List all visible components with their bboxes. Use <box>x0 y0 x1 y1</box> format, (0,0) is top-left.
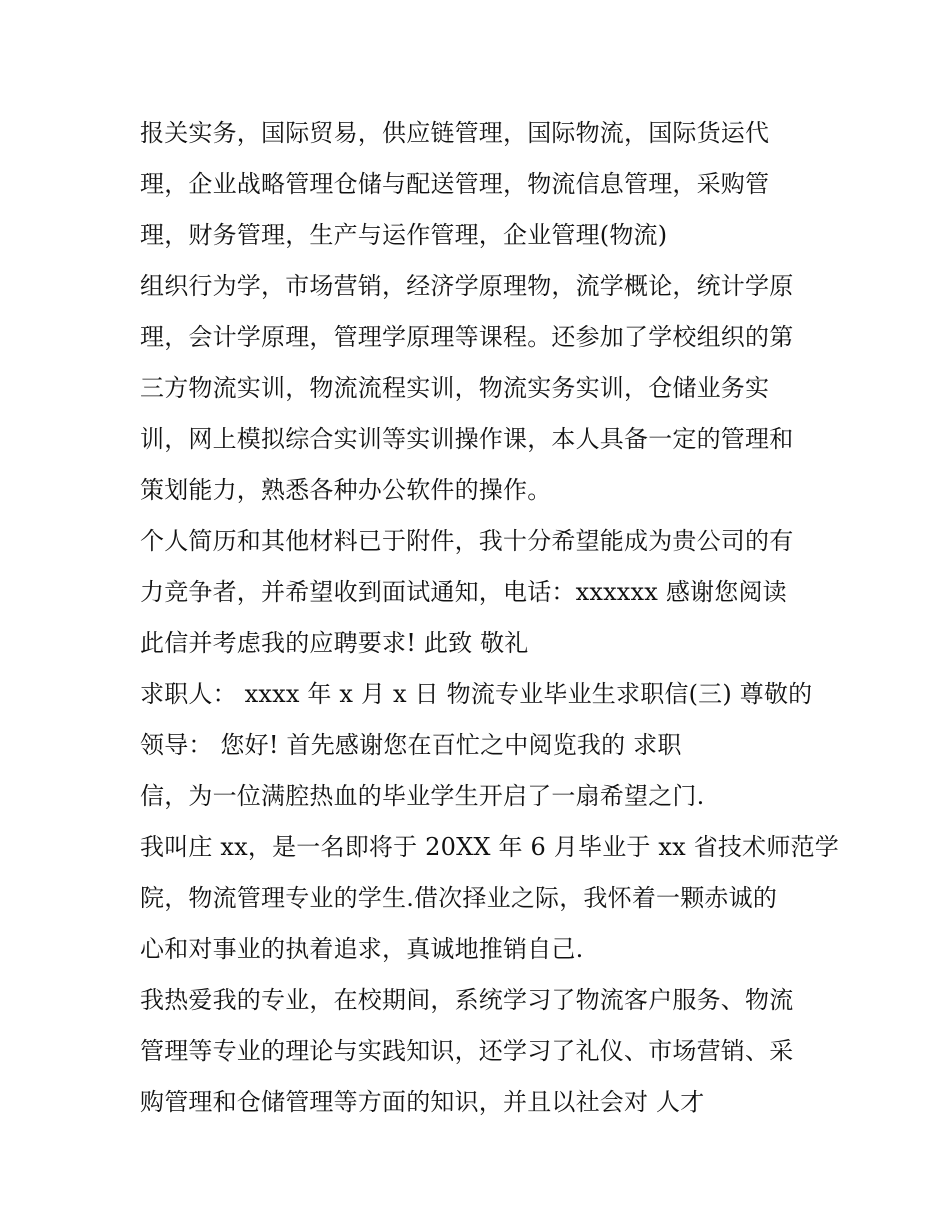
text-line: 理，企业战略管理仓储与配送管理，物流信息管理，采购管 <box>140 170 770 198</box>
text-line: 个人简历和其他材料已于附件，我十分希望能成为贵公司的有 <box>140 527 794 555</box>
text-line: 训，网上模拟综合实训等实训操作课，本人具备一定的管理和 <box>140 425 794 453</box>
document-body <box>140 108 839 1128</box>
text-line: 策划能力，熟悉各种办公软件的操作。 <box>140 476 552 504</box>
text-line: 我热爱我的专业，在校期间，系统学习了物流客户服务、物流 <box>140 986 794 1014</box>
text-line: 领导： 您好! 首先感谢您在百忙之中阅览我的 求职 <box>140 731 682 759</box>
text-line: 三方物流实训，物流流程实训，物流实务实训，仓储业务实 <box>140 374 770 402</box>
text-line: 组织行为学，市场营销，经济学原理物，流学概论，统计学原 <box>140 272 794 300</box>
text-line: 购管理和仓储管理等方面的知识，并且以社会对 人才 <box>140 1088 705 1116</box>
text-line: 理，会计学原理，管理学原理等课程。还参加了学校组织的第 <box>140 323 794 351</box>
text-line: 管理等专业的理论与实践知识，还学习了礼仪、市场营销、采 <box>140 1037 794 1065</box>
text-line: 我叫庄 xx，是一名即将于 20XX 年 6 月毕业于 xx 省技术师范学 <box>140 833 839 861</box>
text-line: 力竞争者，并希望收到面试通知，电话：xxxxxx 感谢您阅读 <box>140 578 787 606</box>
text-line: 报关实务，国际贸易，供应链管理，国际物流，国际货运代 <box>140 119 770 147</box>
text-line: 心和对事业的执着追求，真诚地推销自己. <box>140 935 584 963</box>
text-line: 信，为一位满腔热血的毕业学生开启了一扇希望之门. <box>140 782 705 810</box>
text-line: 理，财务管理，生产与运作管理，企业管理(物流) <box>140 221 668 249</box>
text-line: 院，物流管理专业的学生.借次择业之际，我怀着一颗赤诚的 <box>140 884 778 912</box>
text-line: 此信并考虑我的应聘要求! 此致 敬礼 <box>140 629 529 657</box>
text-line: 求职人： xxxx 年 x 月 x 日 物流专业毕业生求职信(三) 尊敬的 <box>140 680 813 708</box>
